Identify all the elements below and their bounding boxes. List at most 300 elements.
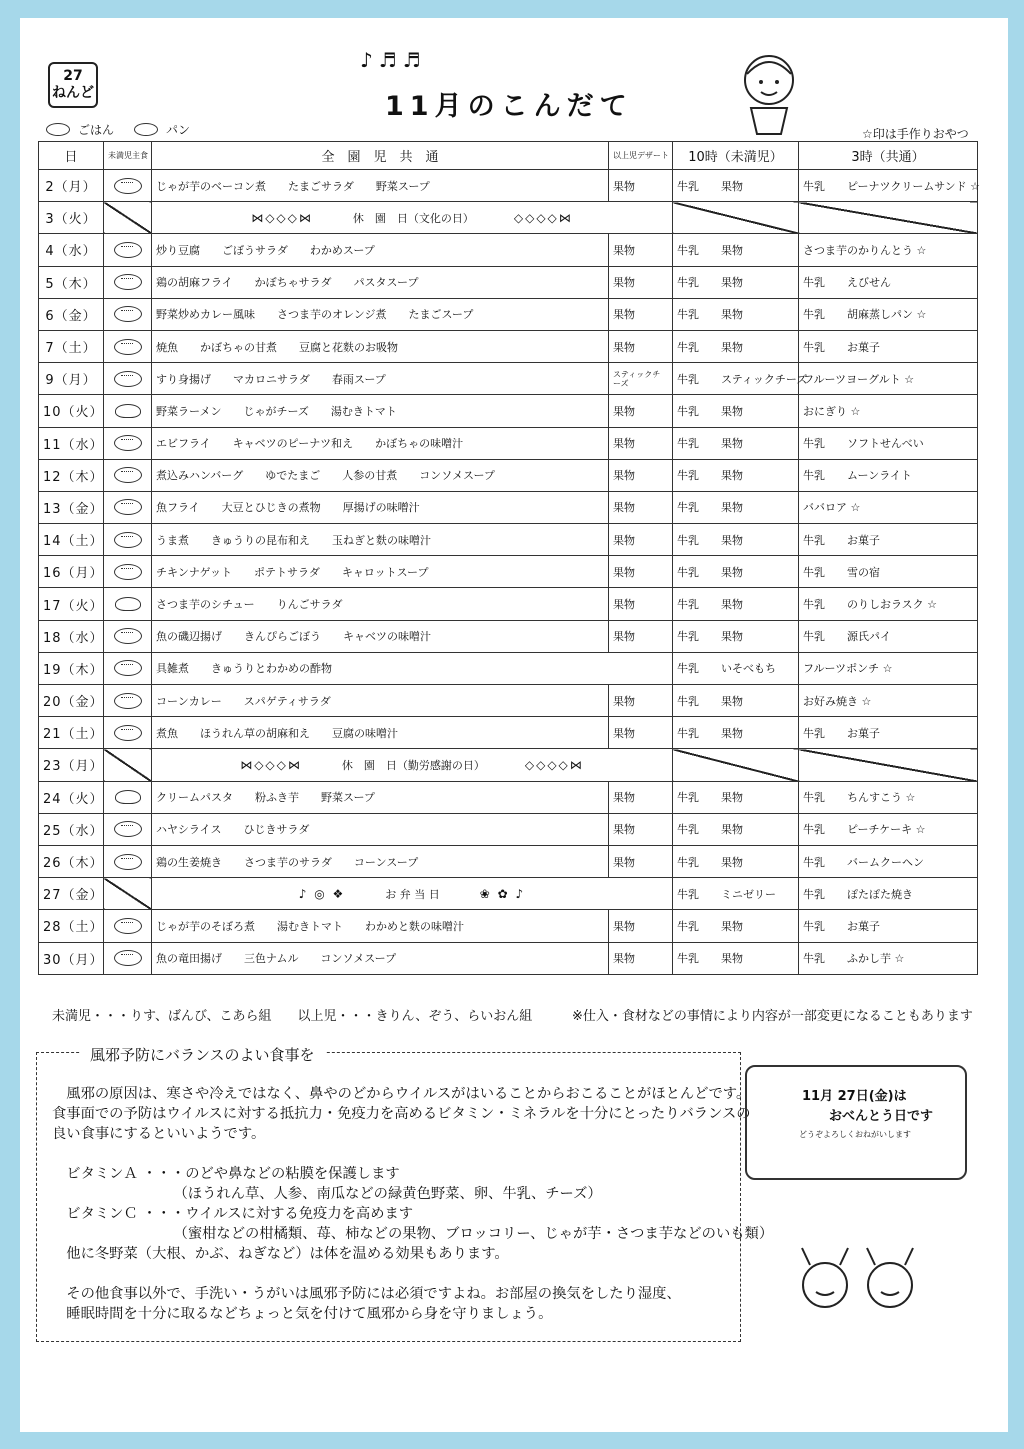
snack-item: 牛乳 [677, 469, 699, 483]
dish-item: スパゲティサラダ [243, 694, 331, 708]
staple-cell [104, 942, 152, 974]
snack-item: フルーツポンチ ☆ [803, 662, 893, 676]
col-under3: 未満児主食 [104, 142, 152, 170]
rice-icon [114, 725, 142, 741]
staple-cell [104, 910, 152, 942]
menu-day: 2（月） [39, 170, 104, 202]
dish-item: 粉ふき芋 [255, 791, 299, 805]
dessert-cell: 果物 [609, 556, 673, 588]
snack-item: 牛乳 [677, 243, 699, 257]
snack-item: 牛乳 [677, 308, 699, 322]
staple-cell [104, 298, 152, 330]
badge-label: ねんど [52, 85, 94, 101]
snack-3pm [799, 459, 978, 491]
snack-10am [673, 685, 799, 717]
staple-cell [104, 781, 152, 813]
handmade-note: ☆印は手作りおやつ [862, 127, 969, 141]
snack-item: ぽたぽた焼き [847, 887, 913, 901]
dish-item: 玉ねぎと麩の味噌汁 [332, 533, 431, 547]
menu-day: 30（月） [39, 942, 104, 974]
col-dessert: 以上児デザート [609, 142, 673, 170]
snack-3pm [799, 234, 978, 266]
menu-row [39, 813, 978, 845]
snack-item: 牛乳 [677, 855, 699, 869]
dish-item: じゃが芋のベーコン煮 [156, 179, 266, 193]
staple-cell [104, 459, 152, 491]
snack-10am [673, 717, 799, 749]
snack-10am [673, 845, 799, 877]
snack-10am [673, 363, 808, 395]
dish-item: ひじきサラダ [243, 823, 310, 837]
dessert-cell: 果物 [609, 524, 673, 556]
snack-item: 牛乳 [803, 437, 825, 451]
dish-item: たまごサラダ [288, 179, 354, 193]
dish-item: キャベツのピーナツ和え [232, 437, 354, 451]
staple-cell [104, 845, 152, 877]
dessert-cell: 果物 [609, 427, 673, 459]
staple-cell [104, 685, 152, 717]
dish-item: コンソメスープ [419, 469, 495, 483]
dessert-cell: 果物 [609, 491, 673, 523]
snack-item: 胡麻蒸しパン ☆ [847, 308, 927, 322]
dish-item: 湯むきトマト [277, 919, 343, 933]
dish-item: ポテトサラダ [254, 565, 320, 579]
dish-item: かぼちゃの味噌汁 [375, 437, 464, 451]
menu-day: 21（土） [39, 717, 104, 749]
snack-item: 源氏パイ [847, 630, 891, 644]
rice-icon [114, 306, 142, 322]
legend-rice: ごはん [78, 123, 115, 137]
snack-item: 牛乳 [803, 855, 825, 869]
staple-cell [104, 652, 152, 684]
snack-3pm [799, 813, 978, 845]
snack-3pm [799, 620, 978, 652]
menu-day: 11（水） [39, 427, 104, 459]
snack-item: 果物 [721, 404, 743, 418]
dishes-cell [152, 330, 609, 362]
snack-item: 牛乳 [803, 340, 825, 354]
dish-item: たまごスープ [408, 308, 474, 322]
snack-item: 果物 [721, 855, 743, 869]
dish-item: 湯むきトマト [330, 404, 397, 418]
snack-10am [673, 781, 799, 813]
snack-3pm [799, 942, 978, 974]
holiday-label: 休 園 日（文化の日） [352, 211, 474, 225]
lunchbox-deco-left: ♪ ◎ ❖ [298, 886, 346, 901]
bread-icon [115, 404, 141, 418]
staple-cell [104, 717, 152, 749]
snack-item: 牛乳 [677, 437, 699, 451]
dishes-cell [152, 588, 609, 620]
dishes-cell [152, 910, 609, 942]
col-day: 日 [39, 142, 104, 170]
dish-item: 魚の磯辺揚げ [156, 630, 222, 644]
staple-legend [46, 121, 190, 138]
menu-row [39, 556, 978, 588]
bunting-right: ◇◇◇◇⋈ [524, 757, 584, 772]
staple-cell [104, 363, 152, 395]
dessert-cell: 果物 [609, 266, 673, 298]
snack-item: お好み焼き ☆ [803, 694, 872, 708]
snack-item: ふかし芋 ☆ [847, 952, 905, 966]
dish-item: 三色ナムル [244, 952, 299, 966]
dessert-cell: 果物 [609, 298, 673, 330]
dish-item: きんぴらごぼう [244, 630, 321, 644]
dishes-cell [152, 459, 609, 491]
dish-item: 豆腐と花麩のお吸物 [299, 340, 398, 354]
snack-item: いそべもち [721, 662, 776, 676]
menu-day: 26（木） [39, 845, 104, 877]
snack-item: さつま芋のかりんとう ☆ [803, 243, 927, 257]
holiday-cell [152, 202, 673, 234]
snack-3pm [799, 170, 978, 202]
staple-none [104, 878, 152, 910]
menu-day: 6（金） [39, 298, 104, 330]
snack-item: 牛乳 [677, 179, 699, 193]
snack-10am [673, 588, 799, 620]
snack-10am [673, 910, 799, 942]
dish-item: チキンナゲット [156, 565, 233, 579]
snack-item: 牛乳 [677, 276, 699, 290]
bento-heading: おべんとう日です [829, 1109, 934, 1124]
dishes-cell [152, 491, 609, 523]
snack-item: 牛乳 [677, 598, 699, 612]
group-note: 未満児・・・りす、ばんび、こあら組 以上児・・・きりん、ぞう、らいおん組 [52, 1009, 533, 1024]
menu-row [39, 910, 978, 942]
snack-item: 果物 [721, 533, 743, 547]
dish-item: マカロニサラダ [233, 372, 310, 386]
snack-10am [673, 459, 799, 491]
dish-item: 煮込みハンバーグ [156, 469, 244, 483]
menu-table [38, 141, 978, 975]
dish-item: うま煮 [156, 533, 189, 547]
dishes-cell [152, 781, 609, 813]
snack-item: 牛乳 [803, 598, 825, 612]
monster-illustration [780, 1240, 940, 1320]
snack-item: 牛乳 [677, 501, 699, 515]
dish-item: 大豆とひじきの煮物 [221, 501, 321, 515]
dishes-cell [152, 845, 609, 877]
menu-row [39, 588, 978, 620]
rice-icon [114, 435, 142, 451]
snack-item: 牛乳 [803, 276, 825, 290]
dish-item: コンソメスープ [320, 952, 397, 966]
dish-item: 魚の竜田揚げ [156, 952, 222, 966]
staple-cell [104, 491, 152, 523]
dessert-cell: 果物 [609, 685, 673, 717]
snack-item: 牛乳 [677, 791, 699, 805]
snack-item: 果物 [721, 565, 743, 579]
dessert-cell: 果物 [609, 942, 673, 974]
dishes-cell [152, 620, 609, 652]
menu-row [39, 491, 978, 523]
dish-item: かぼちゃの甘煮 [200, 340, 277, 354]
snack-item: 牛乳 [677, 694, 699, 708]
menu-row [39, 749, 978, 781]
bread-icon [115, 597, 141, 611]
menu-row [39, 363, 978, 395]
dish-item: 野菜ラーメン [156, 404, 222, 418]
snack-item: 果物 [721, 791, 743, 805]
snack-10am [673, 620, 799, 652]
bunting-left: ⋈◇◇◇⋈ [251, 210, 313, 225]
menu-row [39, 717, 978, 749]
dish-item: さつま芋のサラダ [244, 855, 332, 869]
snack-item: 果物 [721, 501, 743, 515]
bunting-left: ⋈◇◇◇⋈ [240, 757, 302, 772]
col-10am: 10時（未満児） [673, 142, 799, 170]
dessert-cell: 果物 [609, 234, 673, 266]
dish-item: 具雑煮 [156, 662, 189, 676]
dessert-cell: 果物 [609, 813, 673, 845]
dessert-cell: 果物 [609, 330, 673, 362]
dish-item: 鶏の胡麻フライ [156, 276, 233, 290]
snack-item: フルーツヨーグルト ☆ [803, 372, 915, 386]
snack-10am [673, 556, 799, 588]
rice-icon [114, 467, 142, 483]
dessert-cell: 果物 [609, 170, 673, 202]
snack-item: 牛乳 [803, 533, 825, 547]
menu-row [39, 781, 978, 813]
snack-item: 牛乳 [803, 952, 825, 966]
snack-10am [673, 234, 799, 266]
dish-item: かぼちゃサラダ [254, 276, 332, 290]
menu-day: 12（木） [39, 459, 104, 491]
dishes-cell [152, 395, 609, 427]
dish-item: 煮魚 [156, 726, 178, 740]
snack-item: 牛乳 [677, 533, 699, 547]
col-3pm: 3時（共通） [799, 142, 978, 170]
dish-item: ごぼうサラダ [222, 243, 288, 257]
snack-10am [673, 170, 799, 202]
snack-item: 牛乳 [803, 565, 825, 579]
snack-item: 果物 [721, 598, 743, 612]
menu-row [39, 266, 978, 298]
snack-item: 牛乳 [677, 404, 699, 418]
article-title: 風邪予防にバランスのよい食事を [80, 1044, 325, 1065]
snack-item: 牛乳 [677, 887, 699, 901]
snack-item: ミニゼリー [721, 887, 776, 901]
lunchbox-deco-right: ❀ ✿ ♪ [479, 886, 526, 901]
dessert-cell: 果物 [609, 459, 673, 491]
snack-item: 牛乳 [677, 565, 699, 579]
dish-item: クリームパスタ [156, 791, 233, 805]
dish-item: ハヤシライス [156, 823, 222, 837]
menu-row [39, 330, 978, 362]
menu-day: 24（火） [39, 781, 104, 813]
dish-item: コーンカレー [156, 694, 222, 708]
menu-day: 5（木） [39, 266, 104, 298]
rice-icon [114, 178, 142, 194]
snack-item: ムーンライト [847, 469, 912, 483]
snack-item: のりしおラスク ☆ [847, 598, 938, 612]
snack-item: 果物 [721, 437, 743, 451]
holiday-label: 休 園 日（勤労感謝の日） [341, 758, 485, 772]
dish-item: 人参の甘煮 [342, 469, 398, 483]
dishes-cell [152, 524, 609, 556]
snack-3pm [799, 910, 978, 942]
snack-3pm [799, 717, 978, 749]
snack-10am [673, 427, 799, 459]
menu-row [39, 427, 978, 459]
menu-day: 18（水） [39, 620, 104, 652]
staple-cell [104, 170, 152, 202]
bunting-right: ◇◇◇◇⋈ [513, 210, 573, 225]
year-badge [48, 62, 98, 108]
staple-cell [104, 427, 152, 459]
staple-cell [104, 620, 152, 652]
dessert-cell: 果物 [609, 717, 673, 749]
rice-icon [114, 693, 142, 709]
dish-item: きゅうりとわかめの酢物 [211, 662, 332, 676]
snack-item: おにぎり ☆ [803, 404, 861, 418]
dish-item: わかめスープ [309, 243, 375, 257]
snack-item: 果物 [721, 340, 743, 354]
lunchbox-label: お 弁 当 日 [385, 887, 440, 901]
snack-item: バームクーヘン [847, 855, 924, 869]
snack-3pm [799, 878, 978, 910]
menu-day: 13（金） [39, 491, 104, 523]
rice-icon [114, 499, 142, 515]
snack-item: 果物 [721, 630, 743, 644]
snack-item: 牛乳 [677, 952, 699, 966]
menu-row [39, 942, 978, 974]
dish-item: さつま芋のオレンジ煮 [277, 308, 387, 322]
menu-day: 7（土） [39, 330, 104, 362]
dish-item: 野菜スープ [321, 791, 375, 805]
snack-item: 果物 [721, 308, 743, 322]
dishes-cell [152, 170, 609, 202]
snack-10am [673, 491, 799, 523]
rice-icon [114, 564, 142, 580]
article-body: 風邪の原因は、寒さや冷えではなく、鼻やのどからウイルスがはいることからおこることがほとんどです。 食事面での予防はウイルスに対する抵抗力・免疫力を高めるビタミン・ミネラルを十分にとったりバランスの 良い食事にするといいようです。 ビタミンＡ ・・・のどや鼻などの粘膜を保護します （ほうれん草、人参、南瓜などの緑黄色野菜、卵、牛乳、チーズ） ビタミンＣ ・・・ウイルスに対する免疫力を高めます （蜜柑などの柑橘類、苺、柿などの果物、ブロッコリー、じゃが芋・さつま芋などのいも類） 他に冬野菜（大根、かぶ、ねぎなど）は体を温める効果もあります。 その他食事以外で、手洗い・うがいは風邪予防には必須ですよね。お部屋の換気をしたり湿度、 睡眠時間を十分に取るなどちょっと気を付けて風邪から身を守りましょう。 [52, 1086, 774, 1322]
snack-3pm [799, 395, 978, 427]
dishes-cell [152, 298, 609, 330]
snack-item: 牛乳 [803, 887, 825, 901]
slash-3 [799, 202, 978, 234]
snack-3pm [799, 556, 978, 588]
menu-day: 4（水） [39, 234, 104, 266]
rice-icon [114, 371, 142, 387]
slash-10 [673, 749, 799, 781]
snack-item: 果物 [721, 823, 743, 837]
staple-cell [104, 524, 152, 556]
snack-3pm [799, 652, 978, 684]
bento-notice [745, 1065, 967, 1180]
dish-item: 野菜スープ [375, 179, 430, 193]
menu-row [39, 234, 978, 266]
staple-cell [104, 234, 152, 266]
snack-item: 果物 [721, 469, 743, 483]
snack-item: ピーナツクリームサンド ☆ [847, 179, 980, 193]
snack-item: 果物 [721, 243, 743, 257]
dish-item: さつま芋のシチュー [156, 598, 255, 612]
snack-10am [673, 524, 799, 556]
dish-item: 魚フライ [156, 501, 200, 515]
dessert-cell: 果物 [609, 910, 673, 942]
dish-item: じゃが芋のそぼろ煮 [156, 919, 255, 933]
snack-item: ピーチケーキ ☆ [847, 823, 926, 837]
snack-item: お菓子 [847, 919, 880, 933]
menu-row [39, 202, 978, 234]
rice-icon [114, 242, 142, 258]
snack-3pm [799, 524, 978, 556]
snack-3pm [799, 363, 978, 395]
snack-item: ババロア ☆ [803, 501, 861, 515]
child-illustration [735, 48, 803, 136]
rice-icon [114, 950, 142, 966]
dishes-cell [152, 363, 609, 395]
table-header [39, 142, 978, 170]
bread-icon [115, 790, 141, 804]
dish-item: コーンスープ [353, 855, 419, 869]
snack-item: 牛乳 [677, 340, 699, 354]
menu-day: 27（金） [39, 878, 104, 910]
page-title: 11月のこんだて [385, 91, 633, 122]
snack-item: 果物 [721, 276, 743, 290]
menu-row [39, 620, 978, 652]
dish-item: ほうれん草の胡麻和え [200, 726, 310, 740]
staple-cell [104, 556, 152, 588]
rice-icon [46, 123, 70, 136]
dish-item: 焼魚 [156, 340, 178, 354]
dish-item: 野菜炒めカレー風味 [156, 308, 255, 322]
staple-cell [104, 330, 152, 362]
snack-10am [673, 942, 799, 974]
snack-3pm [799, 491, 978, 523]
snack-item: 牛乳 [677, 823, 699, 837]
dishes-cell [152, 717, 609, 749]
snack-10am [673, 652, 799, 684]
dish-item: りんごサラダ [276, 598, 343, 612]
slash-3 [799, 749, 978, 781]
staple-none [104, 749, 152, 781]
rice-icon [114, 821, 142, 837]
bento-date: 11月 27日(金)は [802, 1089, 907, 1104]
dessert-cell: 果物 [609, 395, 673, 427]
snack-3pm [799, 588, 978, 620]
dishes-cell [152, 427, 609, 459]
rice-icon [114, 918, 142, 934]
snack-item: 牛乳 [803, 919, 825, 933]
rice-icon [114, 339, 142, 355]
dishes-cell [152, 942, 609, 974]
snack-item: ソフトせんべい [847, 437, 924, 451]
snack-item: 牛乳 [677, 372, 699, 386]
snack-3pm [799, 781, 978, 813]
rice-icon [114, 274, 142, 290]
dish-item: すり身揚げ [156, 372, 211, 386]
dish-item: 豆腐の味噌汁 [332, 726, 398, 740]
dish-item: 厚揚げの味噌汁 [342, 501, 420, 515]
dish-item: 鶏の生姜焼き [156, 855, 222, 869]
dishes-cell [152, 556, 609, 588]
slash-10 [673, 202, 799, 234]
dish-item: 炒り豆腐 [156, 243, 200, 257]
snack-item: 牛乳 [803, 308, 825, 322]
col-common: 全 園 児 共 通 [152, 142, 609, 170]
snack-item: お菓子 [847, 726, 880, 740]
menu-day: 3（火） [39, 202, 104, 234]
menu-row [39, 170, 978, 202]
menu-day: 20（金） [39, 685, 104, 717]
snack-3pm [799, 298, 978, 330]
snack-3pm [799, 427, 978, 459]
snack-item: 雪の宿 [847, 565, 880, 579]
menu-row [39, 652, 978, 684]
menu-day: 19（木） [39, 652, 104, 684]
menu-row [39, 459, 978, 491]
